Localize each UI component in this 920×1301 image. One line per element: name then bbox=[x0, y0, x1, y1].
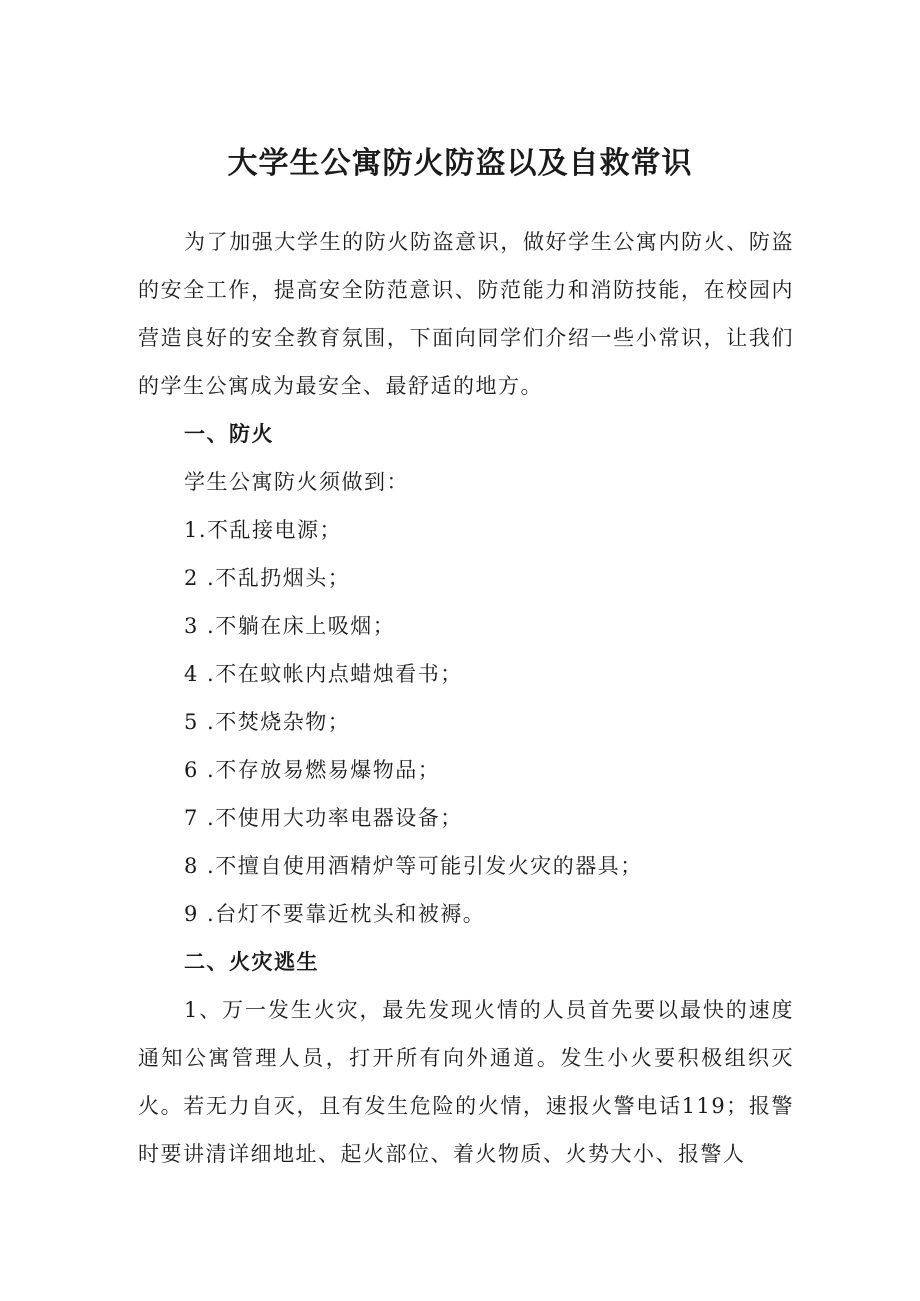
section-heading-fire-prevention: 一、防火 bbox=[184, 422, 274, 446]
fire-escape-paragraph: 1、万一发生火灾，最先发现火情的人员首先要以最快的速度通知公寓管理人员，打开所有向外通道。发生小火要积极组织灭火。若无力自灭，且有发生危险的火情，速报火警电话119；报警时要讲清详细地址、起火部位、着火物质、火势大小、报警人 bbox=[138, 998, 794, 1166]
list-item: 4 .不在蚊帐内点蜡烛看书； bbox=[184, 662, 463, 686]
list-item: 7 .不使用大功率电器设备； bbox=[184, 806, 463, 830]
list-item: 6 .不存放易燃易爆物品； bbox=[184, 758, 441, 782]
fire-prevention-lead: 学生公寓防火须做到： bbox=[184, 470, 409, 494]
document-title: 大学生公寓防火防盗以及自救常识 bbox=[227, 146, 693, 181]
intro-paragraph: 为了加强大学生的防火防盗意识，做好学生公寓内防火、防盗的安全工作，提高安全防范意识、防范能力和消防技能，在校园内营造良好的安全教育氛围，下面向同学们介绍一些小常识，让我们的学生公寓成为最安全、最舒适的地方。 bbox=[138, 230, 794, 398]
list-item: 3 .不躺在床上吸烟； bbox=[184, 614, 396, 638]
list-item: 9 .台灯不要靠近枕头和被褥。 bbox=[184, 902, 486, 926]
list-item: 1.不乱接电源； bbox=[184, 518, 343, 542]
section-heading-fire-escape: 二、火灾逃生 bbox=[184, 950, 319, 974]
list-item: 8 .不擅自使用酒精炉等可能引发火灾的器具； bbox=[184, 854, 643, 878]
list-item: 2 .不乱扔烟头； bbox=[184, 566, 351, 590]
document-body bbox=[138, 218, 794, 1178]
list-item: 5 .不焚烧杂物； bbox=[184, 710, 351, 734]
